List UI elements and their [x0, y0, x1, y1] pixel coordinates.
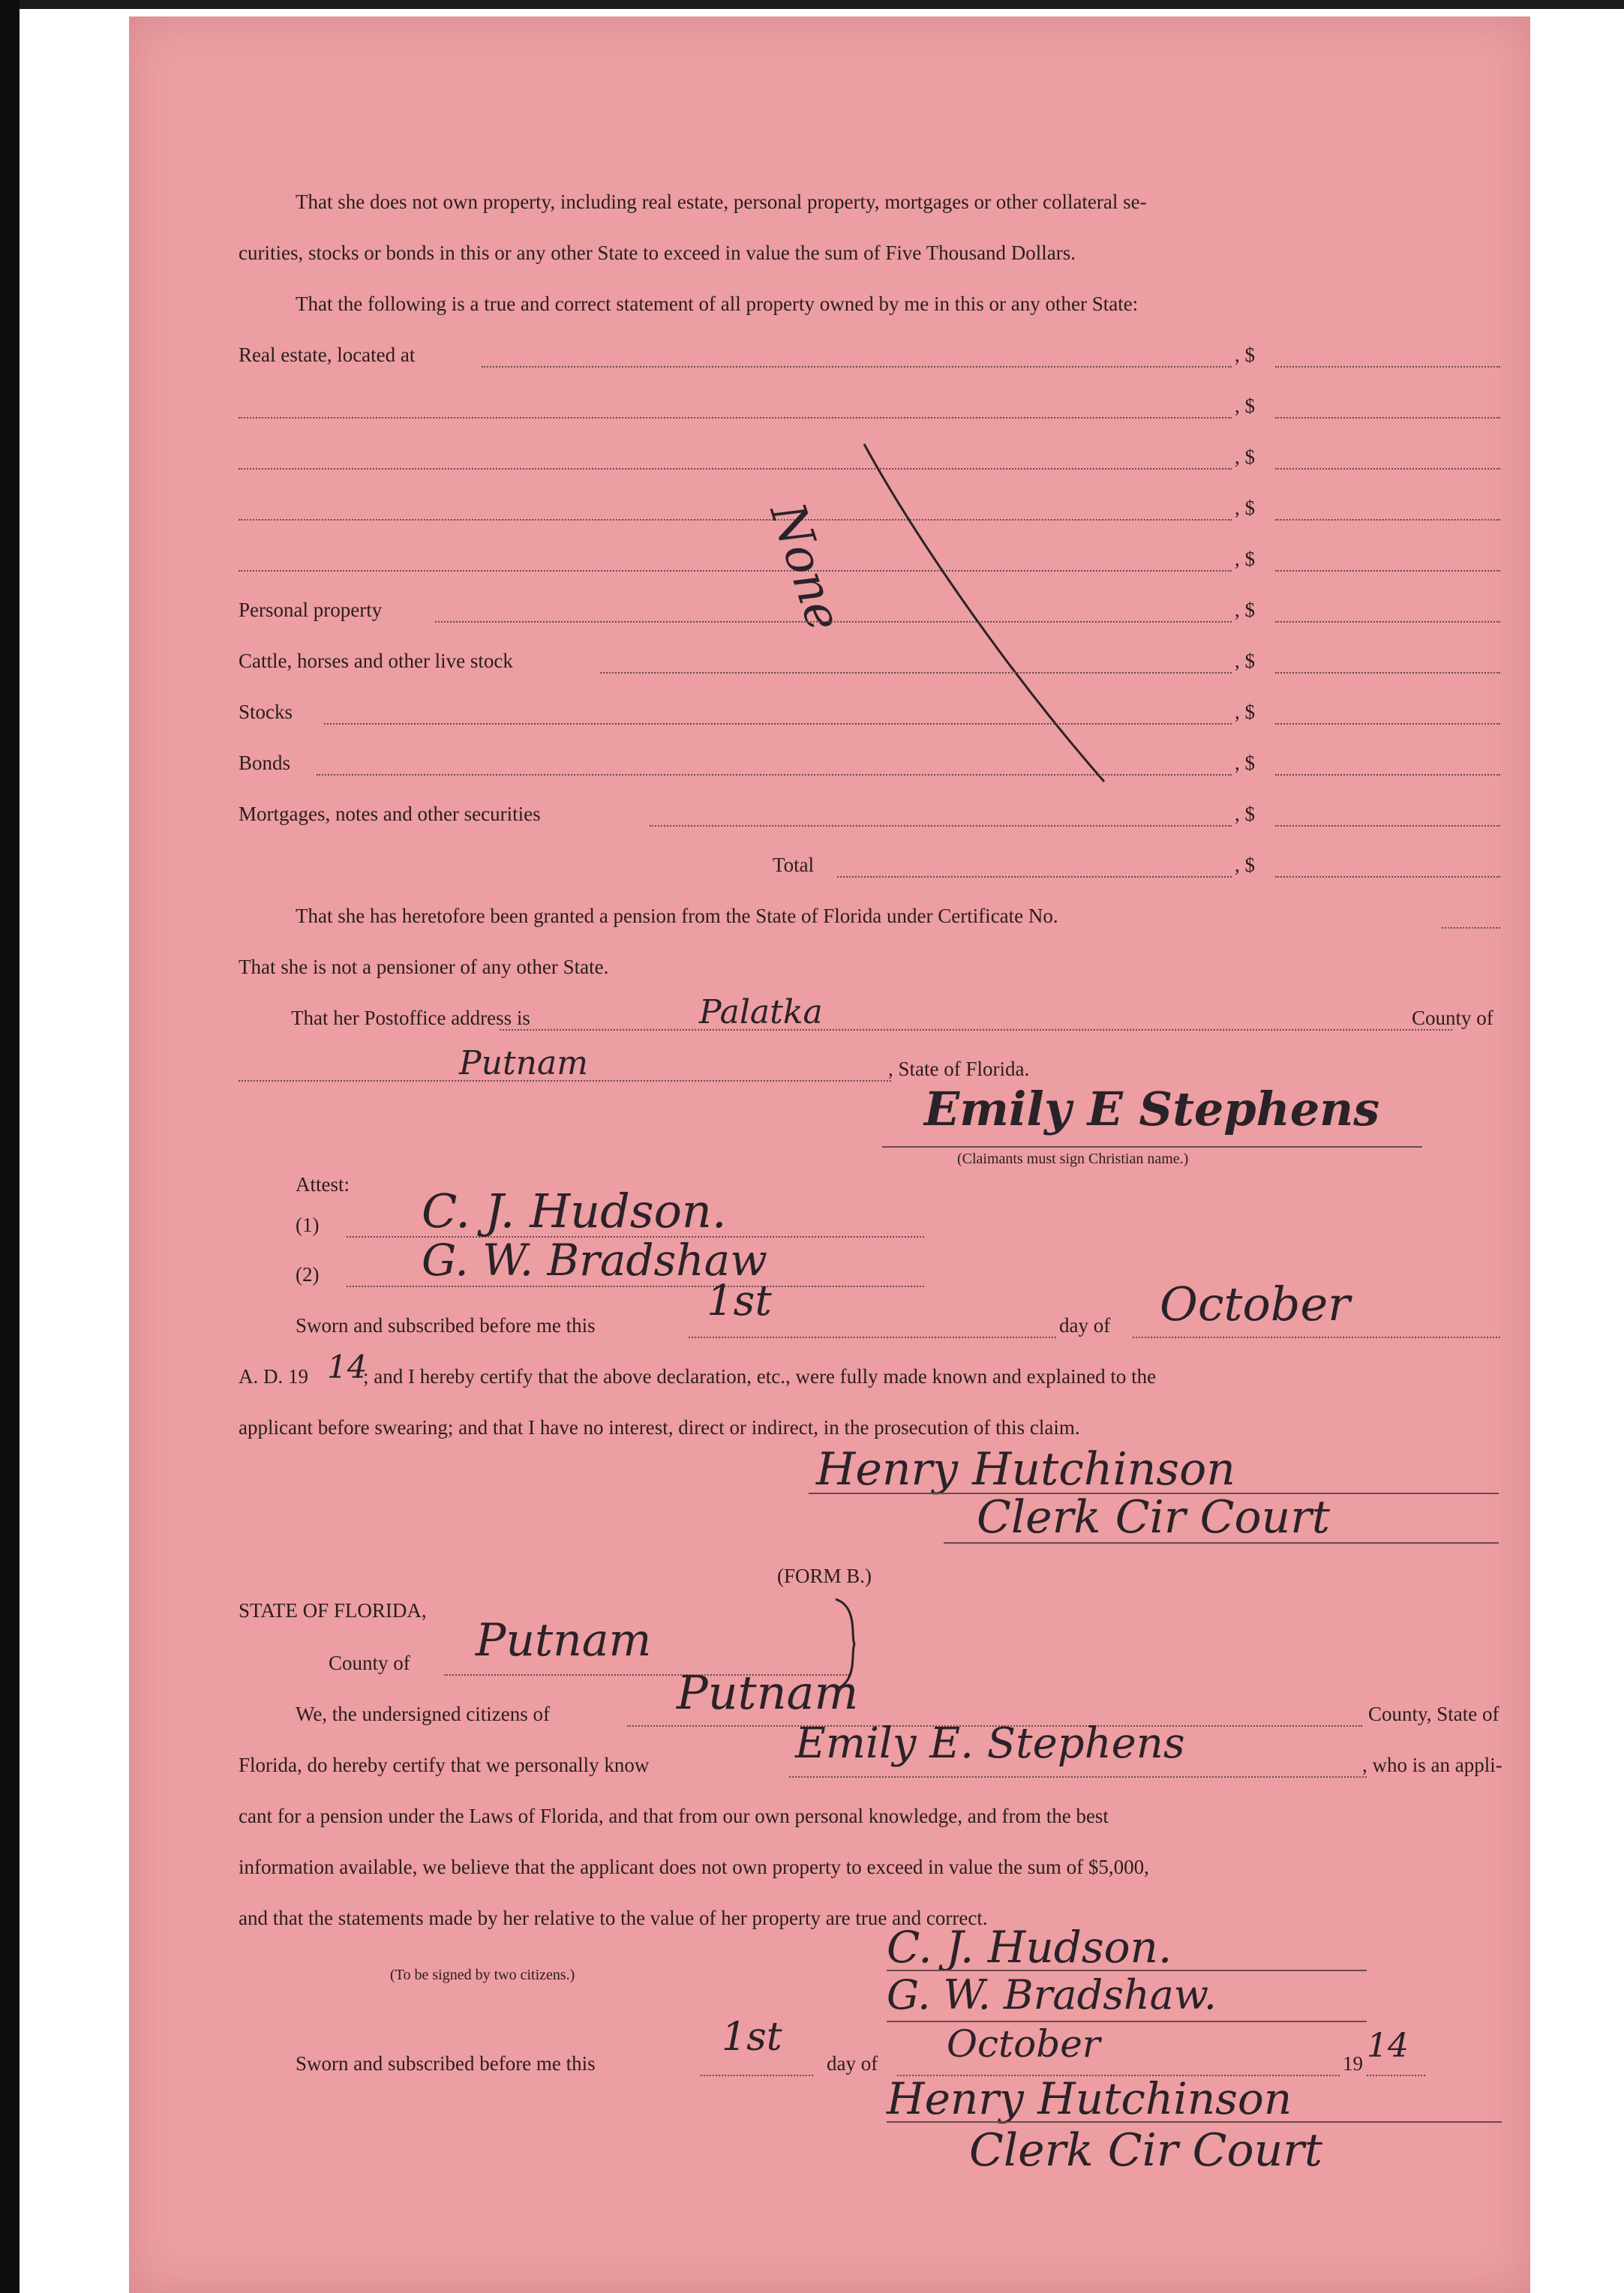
form-b-year-prefix: 19: [1343, 2052, 1363, 2075]
dollar-sign: , $: [1235, 548, 1255, 570]
sign-note: (To be signed by two citizens.): [390, 1967, 575, 1983]
certify-line-2: applicant before swearing; and that I have no interest, direct or indirect, in the prosecution of this claim.: [239, 1416, 1080, 1439]
claimant-signature-line: [882, 1146, 1422, 1148]
form-b-sworn-day-line[interactable]: [701, 2075, 813, 2076]
real-estate-label: Real estate, located at: [239, 344, 416, 366]
dollar-sign: , $: [1235, 650, 1255, 672]
dollar-sign: , $: [1235, 752, 1255, 774]
form-b-clerk-line: [887, 2121, 1502, 2123]
postoffice-line[interactable]: [500, 1029, 1452, 1031]
scan-edge-top: [0, 0, 1624, 9]
amount-line[interactable]: [1275, 468, 1500, 470]
witness-2-signature: G. W. Bradshaw: [422, 1235, 767, 1286]
certificate-number-line[interactable]: [1442, 927, 1500, 929]
sworn-day: 1st: [707, 1277, 772, 1325]
witness-1-signature: C. J. Hudson.: [422, 1184, 727, 1238]
citizen-2-signature: G. W. Bradshaw.: [887, 1971, 1217, 2018]
county-of-label: County of: [1412, 1007, 1493, 1029]
form-b-clerk-title: Clerk Cir Court: [969, 2124, 1323, 2177]
personal-property-line[interactable]: [435, 621, 1232, 623]
ad-year: 14: [327, 1349, 368, 1385]
dollar-sign: , $: [1235, 497, 1255, 519]
intro-line-1: That she does not own property, including real estate, personal property, mortgages or other collateral se-: [296, 191, 1147, 213]
claimant-note: (Claimants must sign Christian name.): [957, 1151, 1189, 1167]
form-b-county-label: County of: [329, 1652, 410, 1674]
sworn-month-line[interactable]: [1133, 1337, 1500, 1338]
form-b-county-value: Putnam: [476, 1614, 652, 1667]
form-b-day-of: day of: [827, 2052, 878, 2075]
citizens-line-1a: We, the undersigned citizens of: [296, 1703, 550, 1725]
applicant-name-line[interactable]: [789, 1776, 1367, 1778]
form-b-heading: (FORM B.): [777, 1565, 872, 1587]
intro-line-3: That the following is a true and correct statement of all property owned by me in this or any other State:: [296, 293, 1139, 315]
citizens-line-5: and that the statements made by her relative to the value of her property are true and correct.: [239, 1907, 988, 1929]
pension-granted-text: That she has heretofore been granted a pension from the State of Florida under Certificate No.: [296, 905, 1058, 927]
intro-line-2: curities, stocks or bonds in this or any other State to exceed in value the sum of Five Thousand Dollars.: [239, 242, 1076, 264]
ad-prefix: A. D. 19: [239, 1365, 308, 1388]
stocks-label: Stocks: [239, 701, 293, 723]
scan-edge-left: [0, 0, 20, 2293]
form-b-year-line[interactable]: [1367, 2075, 1425, 2076]
dollar-sign: , $: [1235, 701, 1255, 723]
citizens-line-4: information available, we believe that the applicant does not own property to exceed in value the sum of $5,000,: [239, 1856, 1149, 1878]
citizens-county-value: Putnam: [677, 1665, 859, 1720]
real-estate-amount-line[interactable]: [1275, 366, 1500, 368]
total-line[interactable]: [837, 876, 1232, 878]
attest-label: Attest:: [296, 1173, 350, 1196]
claimant-signature: Emily E Stephens: [924, 1082, 1380, 1136]
dollar-sign: , $: [1235, 446, 1255, 468]
mortgages-line[interactable]: [650, 825, 1232, 827]
form-b-sworn-month: October: [947, 2022, 1100, 2066]
pension-form-sheet: [129, 17, 1530, 2293]
clerk-title-line: [944, 1542, 1499, 1544]
total-amount-line[interactable]: [1275, 876, 1500, 878]
stocks-line[interactable]: [324, 723, 1232, 725]
day-of-label: day of: [1059, 1314, 1111, 1337]
form-b-sworn-label: Sworn and subscribed before me this: [296, 2052, 596, 2075]
citizens-line-2a: Florida, do hereby certify that we personally know: [239, 1754, 650, 1776]
county-value: Putnam: [459, 1044, 588, 1082]
postoffice-label: That her Postoffice address is: [291, 1007, 530, 1029]
real-estate-line[interactable]: [482, 366, 1232, 368]
amount-line[interactable]: [1275, 723, 1500, 725]
amount-line[interactable]: [1275, 825, 1500, 827]
state-of-florida-heading: STATE OF FLORIDA,: [239, 1599, 427, 1622]
sworn-day-line[interactable]: [689, 1337, 1056, 1338]
certify-line-1: ; and I hereby certify that the above declaration, etc., were fully made known and explained to the: [363, 1365, 1157, 1388]
livestock-line[interactable]: [600, 672, 1232, 674]
applicant-name: Emily E. Stephens: [795, 1719, 1185, 1768]
total-label: Total: [773, 854, 815, 876]
attest-number-1: (1): [296, 1214, 320, 1236]
amount-line[interactable]: [1275, 774, 1500, 776]
form-b-clerk-signature: Henry Hutchinson: [887, 2073, 1292, 2124]
dollar-sign: , $: [1235, 854, 1255, 876]
amount-line[interactable]: [1275, 570, 1500, 572]
personal-property-label: Personal property: [239, 599, 383, 621]
amount-line[interactable]: [1275, 519, 1500, 521]
amount-line[interactable]: [1275, 417, 1500, 419]
citizens-line-3: cant for a pension under the Laws of Florida, and that from our own personal knowledge, and from the best: [239, 1805, 1109, 1827]
bonds-line[interactable]: [317, 774, 1232, 776]
witness-2-line[interactable]: [347, 1286, 924, 1287]
citizens-line-2b: , who is an appli-: [1362, 1754, 1502, 1776]
postoffice-value: Palatka: [699, 993, 823, 1031]
bonds-label: Bonds: [239, 752, 291, 774]
dollar-sign: , $: [1235, 344, 1255, 366]
amount-line[interactable]: [1275, 621, 1500, 623]
clerk-signature: Henry Hutchinson: [816, 1443, 1235, 1496]
sworn-month: October: [1160, 1277, 1350, 1331]
mortgages-label: Mortgages, notes and other securities: [239, 803, 541, 825]
strike-through-stroke: [849, 437, 1149, 797]
handwritten-none: None: [758, 497, 852, 638]
dollar-sign: , $: [1235, 395, 1255, 417]
form-b-sworn-day: 1st: [722, 2015, 782, 2060]
real-estate-line-2[interactable]: [239, 417, 1232, 419]
sworn-label: Sworn and subscribed before me this: [296, 1314, 596, 1337]
citizen-1-signature: C. J. Hudson.: [887, 1922, 1172, 1973]
not-pensioner-text: That she is not a pensioner of any other State.: [239, 956, 609, 978]
citizens-line-1b: County, State of: [1368, 1703, 1499, 1725]
state-of-florida-text: , State of Florida.: [888, 1058, 1030, 1080]
dollar-sign: , $: [1235, 803, 1255, 825]
dollar-sign: , $: [1235, 599, 1255, 621]
form-b-year-value: 14: [1367, 2027, 1409, 2065]
amount-line[interactable]: [1275, 672, 1500, 674]
attest-number-2: (2): [296, 1263, 320, 1286]
clerk-title: Clerk Cir Court: [977, 1491, 1331, 1544]
livestock-label: Cattle, horses and other live stock: [239, 650, 513, 672]
